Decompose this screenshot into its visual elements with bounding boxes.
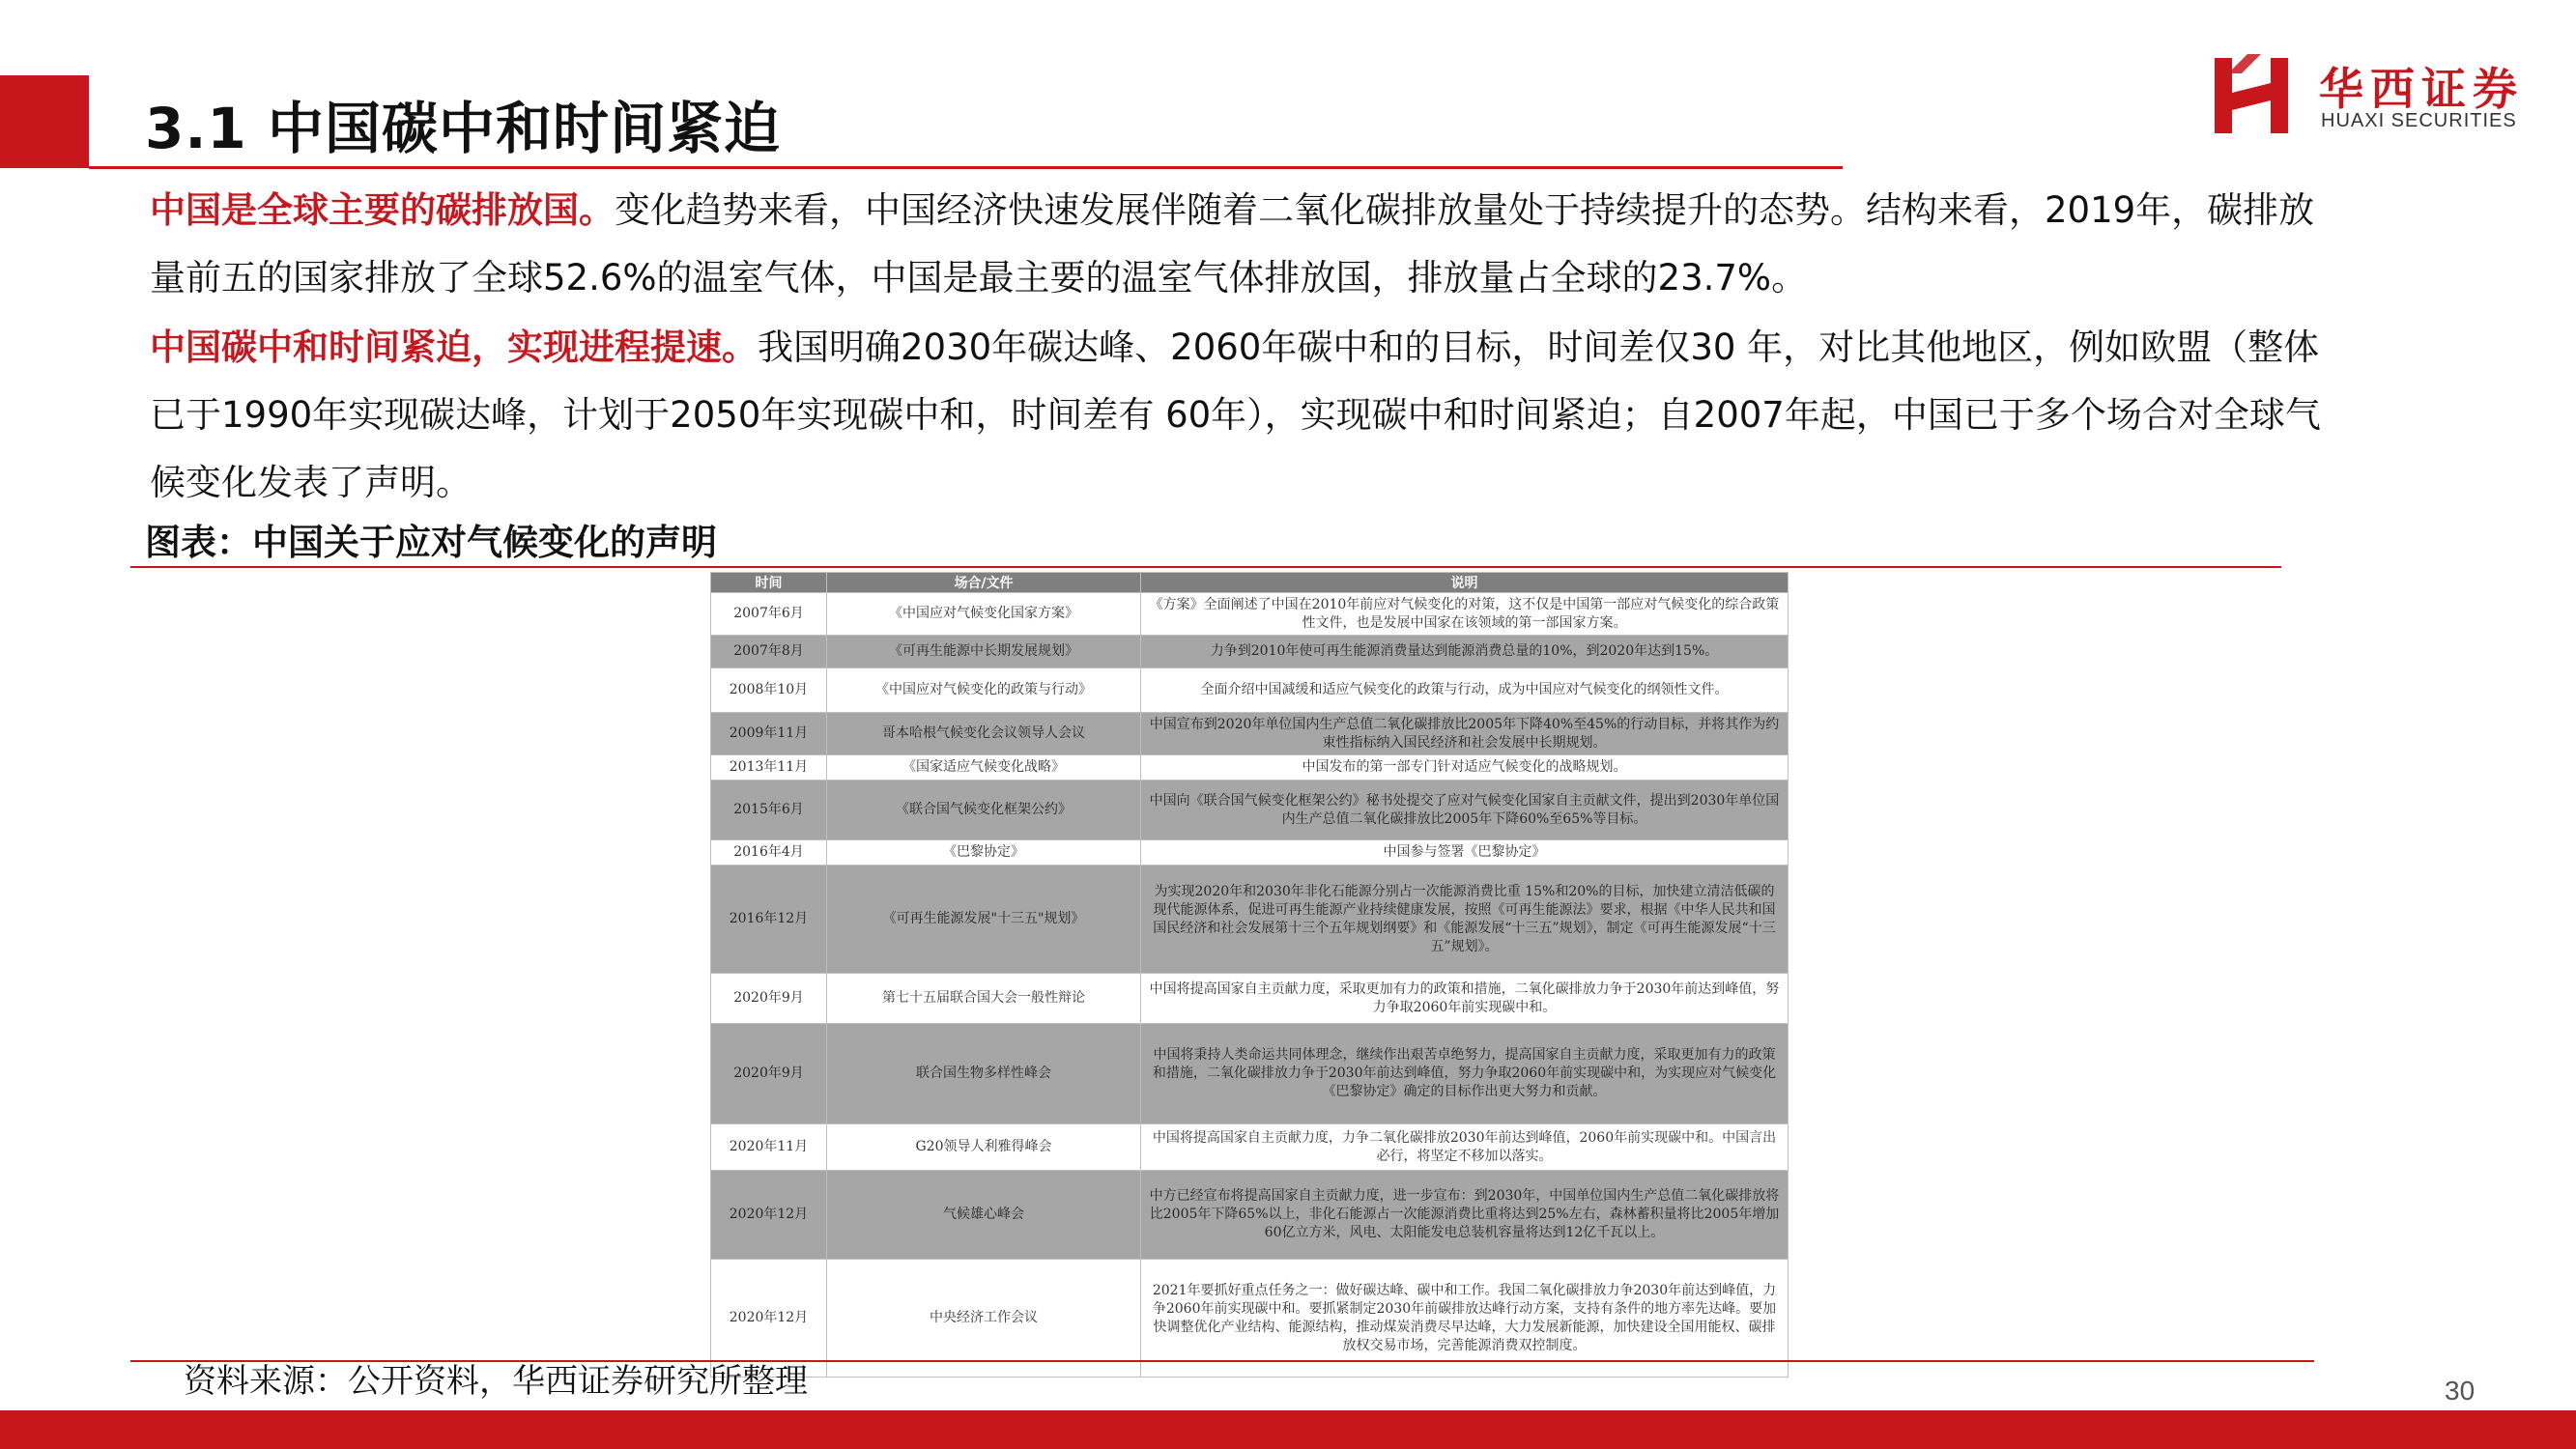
table-cell-description: 中国将秉持人类命运共同体理念，继续作出艰苦卓绝努力，提高国家自主贡献力度，采取更加有力的政策和措施，二氧化碳排放力争于2030年前达到峰值，努力争取2060年前实现碳中和，为实现应对气候变化《巴黎协定》确定的目标作出更大努力和贡献。 — [1141, 1024, 1789, 1124]
table-row — [711, 974, 1789, 1024]
table-cell-date: 2007年8月 — [711, 636, 827, 668]
huaxi-logo — [2213, 48, 2532, 145]
table-row — [711, 1171, 1789, 1260]
table-row — [711, 1024, 1789, 1124]
table-cell-venue: 中央经济工作会议 — [827, 1260, 1141, 1378]
table-cell-description: 中国宣布到2020年单位国内生产总值二氧化碳排放比2005年下降40%至45%的行动目标，并将其作为约束性指标纳入国民经济和社会发展中长期规划。 — [1141, 713, 1789, 755]
table-header-venue: 场合/文件 — [827, 573, 1141, 593]
table-row — [711, 866, 1789, 974]
paragraph-emissions-highlight: 中国是全球主要的碳排放国。 — [150, 189, 615, 231]
table-cell-date: 2020年9月 — [711, 1024, 827, 1124]
table-row — [711, 840, 1789, 866]
table-cell-description: 中方已经宣布将提高国家自主贡献力度，进一步宣布：到2030年，中国单位国内生产总值二氧化碳排放将比2005年下降65%以上，非化石能源占一次能源消费比重将达到25%左右，森林蓄积量将比2005年增加60亿立方米，风电、太阳能发电总装机容量将达到12亿千瓦以上。 — [1141, 1171, 1789, 1260]
table-cell-description: 中国参与签署《巴黎协定》 — [1141, 840, 1789, 866]
table-cell-date: 2020年12月 — [711, 1260, 827, 1378]
statement-table — [710, 572, 1789, 1378]
table-row — [711, 636, 1789, 668]
table-cell-venue: G20领导人利雅得峰会 — [827, 1124, 1141, 1171]
statement-table-container — [710, 572, 1788, 1354]
page-title: 3.1 中国碳中和时间紧迫 — [145, 96, 781, 161]
table-cell-date: 2020年9月 — [711, 974, 827, 1024]
table-row — [711, 593, 1789, 636]
table-body — [711, 593, 1789, 1378]
table-row — [711, 668, 1789, 713]
table-cell-venue: 《中国应对气候变化的政策与行动》 — [827, 668, 1141, 713]
table-cell-venue: 《中国应对气候变化国家方案》 — [827, 593, 1141, 636]
table-cell-date: 2013年11月 — [711, 755, 827, 781]
huaxi-logo-icon — [2213, 54, 2290, 135]
logo-english-name: HUAXI SECURITIES — [2321, 110, 2517, 131]
table-cell-date: 2009年11月 — [711, 713, 827, 755]
source-note: 资料来源：公开资料，华西证券研究所整理 — [184, 1362, 808, 1401]
table-cell-venue: 第七十五届联合国大会一般性辩论 — [827, 974, 1141, 1024]
table-row — [711, 755, 1789, 781]
page-number: 30 — [2445, 1376, 2476, 1406]
table-cell-description: 全面介绍中国减缓和适应气候变化的政策与行动，成为中国应对气候变化的纲领性文件。 — [1141, 668, 1789, 713]
table-cell-venue: 《可再生能源发展"十三五"规划》 — [827, 866, 1141, 974]
table-cell-venue: 气候雄心峰会 — [827, 1171, 1141, 1260]
paragraph-urgency — [150, 314, 2333, 517]
table-cell-description: 为实现2020年和2030年非化石能源分别占一次能源消费比重 15%和20%的目标，加快建立清洁低碳的现代能源体系，促进可再生能源产业持续健康发展，按照《可再生能源法》要求，根据《中华人民共和国国民经济和社会发展第十三个五年规划纲要》和《能源发展“十三五”规划》，制定《可再生能源发展“十三五”规划》。 — [1141, 866, 1789, 974]
paragraph-emissions-text: 变化趋势来看，中国经济快速发展伴随着二氧化碳排放量处于持续提升的态势。结构来看，2019年，碳排放量前五的国家排放了全球52.6%的温室气体，中国是最主要的温室气体排放国，排放量占全球的23.7%。 — [150, 189, 2315, 298]
table-cell-venue: 《巴黎协定》 — [827, 840, 1141, 866]
table-cell-date: 2007年6月 — [711, 593, 827, 636]
table-cell-description: 中国将提高国家自主贡献力度，采取更加有力的政策和措施，二氧化碳排放力争于2030年前达到峰值，努力争取2060年前实现碳中和。 — [1141, 974, 1789, 1024]
figure-title: 图表：中国关于应对气候变化的声明 — [145, 522, 717, 563]
table-cell-description: 中国将提高国家自主贡献力度，力争二氧化碳排放2030年前达到峰值，2060年前实现碳中和。中国言出必行，将坚定不移加以落实。 — [1141, 1124, 1789, 1171]
table-cell-date: 2015年6月 — [711, 781, 827, 840]
table-header-description: 说明 — [1141, 573, 1789, 593]
title-divider — [89, 166, 1843, 169]
table-header-row — [711, 573, 1789, 593]
table-cell-date: 2008年10月 — [711, 668, 827, 713]
logo-chinese-name: 华西证券 — [2319, 63, 2524, 115]
table-row — [711, 781, 1789, 840]
paragraph-emissions — [150, 177, 2333, 312]
table-cell-description: 2021年要抓好重点任务之一：做好碳达峰、碳中和工作。我国二氧化碳排放力争2030年前达到峰值，力争2060年前实现碳中和。要抓紧制定2030年前碳排放达峰行动方案，支持有条件的地方率先达峰。要加快调整优化产业结构、能源结构，推动煤炭消费尽早达峰，大力发展新能源，加快建设全国用能权、碳排放权交易市场，完善能源消费双控制度。 — [1141, 1260, 1789, 1378]
table-cell-description: 中国发布的第一部专门针对适应气候变化的战略规划。 — [1141, 755, 1789, 781]
paragraph-urgency-text: 我国明确2030年碳达峰、2060年碳中和的目标，时间差仅30 年，对比其他地区，例如欧盟（整体已于1990年实现碳达峰，计划于2050年实现碳中和，时间差有 60年），实现碳中和时间紧迫；自2007年起，中国已于多个场合对全球气候变化发表了声明。 — [150, 327, 2321, 503]
table-cell-date: 2020年11月 — [711, 1124, 827, 1171]
footer-bar — [0, 1410, 2576, 1449]
figure-divider — [130, 566, 2281, 568]
paragraph-urgency-highlight: 中国碳中和时间紧迫，实现进程提速。 — [150, 327, 758, 368]
table-cell-description: 中国向《联合国气候变化框架公约》秘书处提交了应对气候变化国家自主贡献文件，提出到2030年单位国内生产总值二氧化碳排放比2005年下降60%至65%等目标。 — [1141, 781, 1789, 840]
table-cell-venue: 联合国生物多样性峰会 — [827, 1024, 1141, 1124]
table-row — [711, 713, 1789, 755]
table-cell-date: 2016年12月 — [711, 866, 827, 974]
title-accent-block — [0, 75, 89, 168]
table-header-date: 时间 — [711, 573, 827, 593]
table-cell-description: 《方案》全面阐述了中国在2010年前应对气候变化的对策，这不仅是中国第一部应对气候变化的综合政策性文件，也是发展中国家在该领域的第一部国家方案。 — [1141, 593, 1789, 636]
table-cell-venue: 哥本哈根气候变化会议领导人会议 — [827, 713, 1141, 755]
table-row — [711, 1124, 1789, 1171]
table-cell-venue: 《联合国气候变化框架公约》 — [827, 781, 1141, 840]
table-cell-venue: 《可再生能源中长期发展规划》 — [827, 636, 1141, 668]
table-cell-venue: 《国家适应气候变化战略》 — [827, 755, 1141, 781]
table-cell-date: 2020年12月 — [711, 1171, 827, 1260]
table-cell-description: 力争到2010年使可再生能源消费量达到能源消费总量的10%，到2020年达到15%。 — [1141, 636, 1789, 668]
table-cell-date: 2016年4月 — [711, 840, 827, 866]
